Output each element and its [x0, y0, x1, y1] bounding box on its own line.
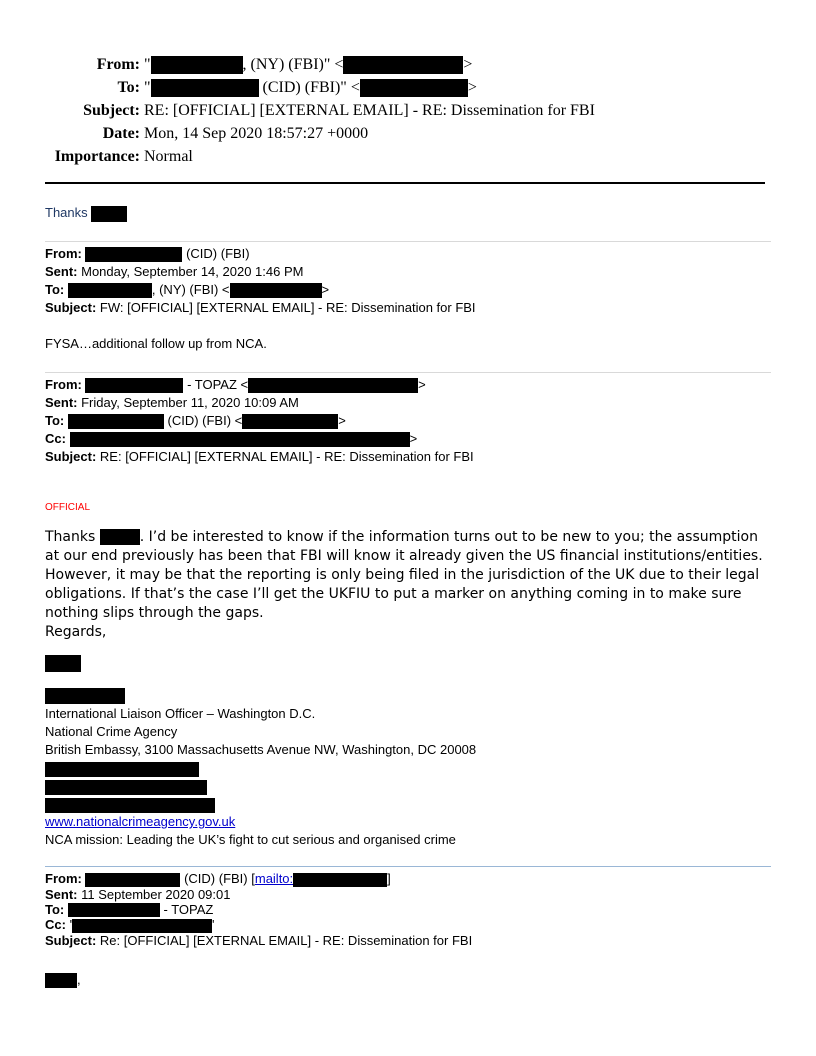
redacted-email	[248, 378, 418, 393]
header-importance-row	[40, 145, 780, 168]
redacted-name	[85, 247, 182, 262]
mailto-link[interactable]	[255, 871, 387, 886]
forward-body: FYSA…additional follow up from NCA.	[45, 336, 267, 351]
message-divider	[45, 372, 771, 373]
redacted-cc-list	[70, 432, 410, 447]
nca-to-row	[45, 412, 771, 430]
fbi-to-row	[45, 902, 771, 918]
fw-to-label: To:	[45, 282, 65, 297]
header-date-row	[40, 122, 780, 145]
redacted-name	[45, 973, 77, 988]
fbi-sent-row	[45, 887, 771, 902]
redacted-sender-name	[151, 56, 243, 74]
subject-label: Subject:	[83, 102, 140, 119]
redacted-email	[45, 798, 215, 813]
redacted-signature-fullname	[45, 688, 125, 704]
fw-subject-row	[45, 299, 771, 317]
reply-thanks	[45, 204, 771, 222]
importance-value: Normal	[144, 148, 193, 165]
fw-from-label: From:	[45, 246, 82, 261]
signature-block	[45, 705, 771, 759]
nca-to-label: To:	[45, 413, 65, 428]
nca-cc-row	[45, 430, 771, 448]
nca-sent-label: Sent:	[45, 395, 78, 410]
nca-cc-bracket: >	[409, 431, 418, 446]
nca-from-bracket: >	[418, 377, 426, 392]
fbi-to-label: To:	[45, 901, 65, 917]
redacted-name	[85, 873, 180, 887]
redacted-name	[100, 529, 140, 545]
body-regards: Regards,	[45, 624, 107, 640]
to-label: To:	[117, 79, 140, 96]
redacted-signature-name	[45, 655, 81, 672]
nca-message-body	[45, 528, 771, 623]
fbi-from-label: From:	[45, 871, 82, 886]
redacted-sender-email	[343, 56, 463, 74]
from-label: From:	[96, 56, 140, 73]
to-org: (CID) (FBI)" <	[258, 79, 360, 96]
nca-from-row	[45, 376, 771, 394]
to-quote: "	[144, 79, 151, 96]
fw-to-row	[45, 281, 771, 299]
message-divider	[45, 241, 771, 242]
fw-from-row	[45, 245, 771, 263]
subject-value: RE: [OFFICIAL] [EXTERNAL EMAIL] - RE: Dissemination for FBI	[144, 102, 595, 119]
signature-mission: NCA mission: Leading the UK’s fight to cut serious and organised crime	[45, 832, 456, 847]
redacted-cc	[72, 917, 215, 933]
reply-thanks-text: Thanks	[45, 205, 88, 220]
date-label: Date:	[102, 125, 140, 142]
header-from-row	[40, 53, 780, 76]
nca-sent-value: Friday, September 11, 2020 10:09 AM	[77, 395, 299, 410]
nca-sent-row	[45, 394, 771, 412]
nca-subject-label: Subject:	[45, 449, 97, 464]
fbi-from-value: (CID) (FBI) [	[180, 871, 255, 886]
from-quote: "	[144, 56, 151, 73]
fbi-cc-row	[45, 917, 771, 933]
fw-sent-value: Monday, September 14, 2020 1:46 PM	[77, 264, 304, 279]
redacted-recipient-email	[360, 79, 468, 97]
message-divider	[45, 866, 771, 867]
fbi-body-greeting	[45, 972, 81, 988]
fw-sent-row	[45, 263, 771, 281]
header-subject-row	[40, 99, 780, 122]
fw-subject-value: FW: [OFFICIAL] [EXTERNAL EMAIL] - RE: Dissemination for FBI	[96, 300, 476, 315]
redacted-phone	[45, 762, 199, 777]
redacted-email	[293, 873, 387, 887]
fbi-from-row	[45, 871, 771, 887]
redacted-name	[68, 414, 164, 429]
forward-header	[45, 245, 771, 317]
from-org: , (NY) (FBI)" <	[242, 56, 344, 73]
importance-label: Importance:	[54, 148, 140, 165]
nca-from-value: - TOPAZ <	[183, 377, 249, 392]
signature-links	[45, 813, 771, 849]
nca-subject-row	[45, 448, 771, 466]
fbi-subject-label: Subject:	[45, 932, 97, 948]
redacted-name	[91, 206, 127, 222]
greeting-comma: ,	[77, 972, 81, 987]
nca-website-link[interactable]: www.nationalcrimeagency.gov.uk	[45, 814, 236, 829]
fw-to-bracket: >	[321, 282, 330, 297]
redacted-name	[68, 283, 152, 298]
fbi-cc-label: Cc:	[45, 917, 66, 933]
redacted-email	[242, 414, 338, 429]
header-divider	[45, 182, 765, 184]
fbi-cc-quote: '	[65, 917, 73, 933]
fbi-from-bracket: ]	[387, 871, 391, 886]
to-bracket: >	[467, 79, 477, 96]
fw-subject-label: Subject:	[45, 300, 97, 315]
date-value: Mon, 14 Sep 2020 18:57:27 +0000	[144, 125, 369, 142]
fw-to-value: , (NY) (FBI) <	[151, 282, 230, 297]
body-paragraph: . I’d be interested to know if the information turns out to be new to you; the assumption at our end previously has been that FBI will know it already given the US financial institutions/entities. However, it may be that the reporting is only being filed in the jurisdiction of the UK due to their legal obligations. If that’s the case I’ll get the UKFIU to put a marker on anything coming in to make sure nothing slips through the gaps.	[45, 529, 763, 621]
fbi-message-header	[45, 871, 771, 948]
mailto-text: mailto:	[254, 871, 294, 886]
fbi-subject-value: Re: [OFFICIAL] [EXTERNAL EMAIL] - RE: Dissemination for FBI	[96, 932, 473, 948]
fbi-sent-value: 11 September 2020 09:01	[77, 886, 231, 902]
nca-to-bracket: >	[338, 413, 346, 428]
nca-to-value: (CID) (FBI) <	[163, 413, 243, 428]
fbi-subject-row	[45, 933, 771, 948]
signature-agency: National Crime Agency	[45, 724, 178, 739]
redacted-name	[68, 903, 160, 917]
signature-address: British Embassy, 3100 Massachusetts Avenue NW, Washington, DC 20008	[45, 742, 477, 757]
email-print-header	[40, 53, 780, 168]
fbi-to-value: - TOPAZ	[159, 901, 214, 917]
fw-sent-label: Sent:	[45, 264, 78, 279]
from-bracket: >	[463, 56, 473, 73]
signature-title: International Liaison Officer – Washington D.C.	[45, 706, 316, 721]
fw-from-value: (CID) (FBI)	[182, 246, 250, 261]
nca-cc-label: Cc:	[45, 431, 66, 446]
header-to-row	[40, 76, 780, 99]
body-thanks: Thanks	[45, 529, 96, 545]
fbi-cc-quote-end: '	[212, 917, 215, 933]
nca-message-header	[45, 376, 771, 466]
redacted-name	[85, 378, 183, 393]
redacted-email	[230, 283, 322, 298]
redacted-phone	[45, 780, 207, 795]
nca-from-label: From:	[45, 377, 82, 392]
redacted-recipient-name	[151, 79, 259, 97]
fbi-sent-label: Sent:	[45, 886, 78, 902]
nca-subject-value: RE: [OFFICIAL] [EXTERNAL EMAIL] - RE: Dissemination for FBI	[96, 449, 474, 464]
classification-marking: OFFICIAL	[45, 502, 91, 513]
